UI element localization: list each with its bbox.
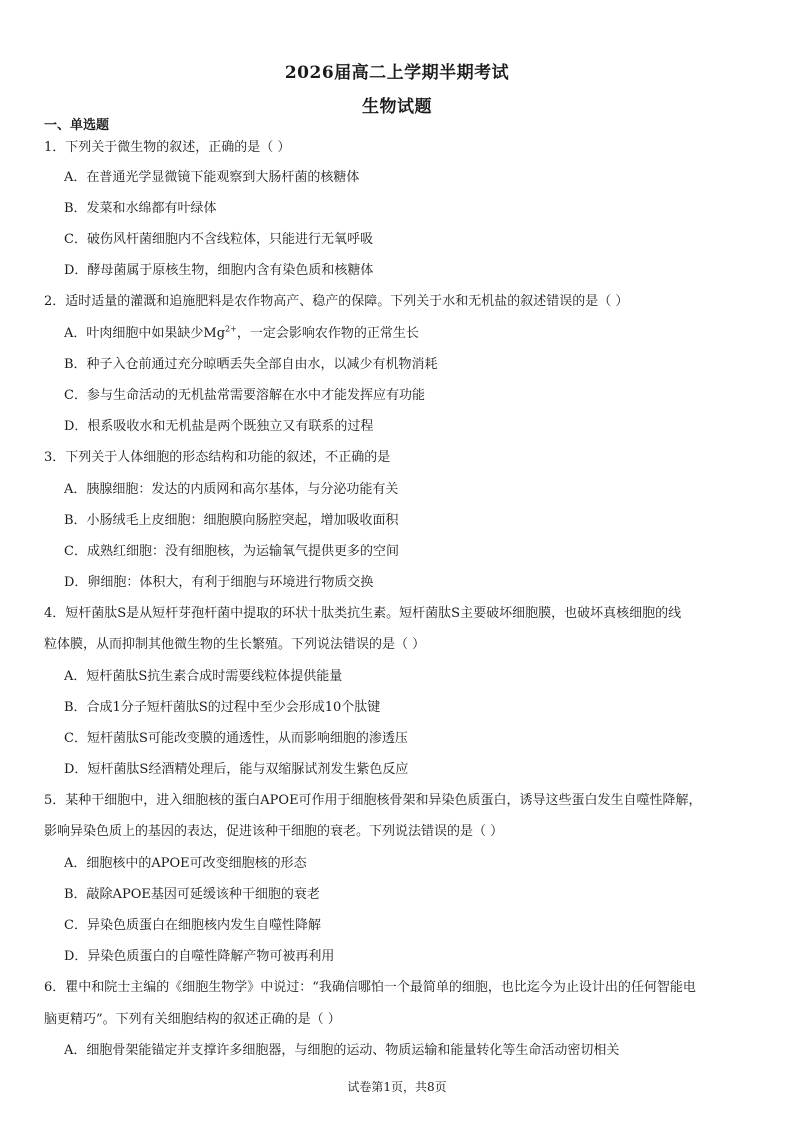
question-2-option-b: B．种子入仓前通过充分晾晒丢失全部自由水，以减少有机物消耗 xyxy=(64,357,438,372)
ion-charge-superscript: 2+ xyxy=(225,324,237,334)
question-1-option-a: A．在普通光学显微镜下能观察到大肠杆菌的核糖体 xyxy=(64,170,360,185)
question-3-option-c: C．成熟红细胞：没有细胞核，为运输氧气提供更多的空间 xyxy=(64,544,399,559)
question-5-stem-line-1: 5．某种干细胞中，进入细胞核的蛋白APOE可作用于细胞核骨架和异染色质蛋白，诱导这些蛋白发生自噬性降解， xyxy=(44,793,702,808)
page-footer: 试卷第1页，共8页 xyxy=(347,1080,447,1094)
question-3-option-a: A．胰腺细胞：发达的内质网和高尔基体，与分泌功能有关 xyxy=(64,482,399,497)
question-4-option-a: A．短杆菌肽S抗生素合成时需要线粒体提供能量 xyxy=(64,669,343,684)
question-2-option-c: C．参与生命活动的无机盐常需要溶解在水中才能发挥应有功能 xyxy=(64,388,425,403)
question-3-option-d: D．卵细胞：体积大，有利于细胞与环境进行物质交换 xyxy=(64,575,374,590)
question-5-stem-line-2: 影响异染色质上的基因的表达，促进该种干细胞的衰老。下列说法错误的是（ ） xyxy=(44,824,504,839)
subject-title: 生物试题 xyxy=(362,97,432,117)
question-2-option-a-text: A．叶肉细胞中如果缺少Mg xyxy=(64,326,226,341)
question-5-option-b: B．敲除APOE基因可延缓该种干细胞的衰老 xyxy=(64,887,320,902)
question-6-stem-line-2: 脑更精巧”。下列有关细胞结构的叙述正确的是（ ） xyxy=(44,1012,341,1027)
question-4-option-d: D．短杆菌肽S经酒精处理后，能与双缩脲试剂发生紫色反应 xyxy=(64,762,409,777)
question-2-stem: 2．适时适量的灌溉和追施肥料是农作物高产、稳产的保障。下列关于水和无机盐的叙述错误的是（ ） xyxy=(44,294,629,309)
question-6-option-a: A．细胞骨架能锚定并支撑许多细胞器，与细胞的运动、物质运输和能量转化等生命活动密切相关 xyxy=(64,1043,620,1058)
question-6-stem-line-1: 6．瞿中和院士主编的《细胞生物学》中说过：“我确信哪怕一个最简单的细胞，也比迄今为止设计出的任何智能电 xyxy=(44,980,696,995)
question-1-option-b: B．发菜和水绵都有叶绿体 xyxy=(64,201,217,216)
question-5-option-d: D．异染色质蛋白的自噬性降解产物可被再利用 xyxy=(64,949,335,964)
question-4-option-b: B．合成1分子短杆菌肽S的过程中至少会形成10个肽键 xyxy=(64,700,381,715)
question-5-option-a: A．细胞核中的APOE可改变细胞核的形态 xyxy=(64,856,307,871)
question-4-stem-line-1: 4．短杆菌肽S是从短杆芽孢杆菌中提取的环状十肽类抗生素。短杆菌肽S主要破坏细胞膜，也破坏真核细胞的线 xyxy=(44,606,682,621)
question-2-option-a xyxy=(64,326,419,342)
question-1-option-c: C．破伤风杆菌细胞内不含线粒体，只能进行无氧呼吸 xyxy=(64,232,373,247)
question-3-stem: 3．下列关于人体细胞的形态结构和功能的叙述，不正确的是 xyxy=(44,450,391,465)
section-heading: 一、单选题 xyxy=(44,118,110,133)
question-3-option-b: B．小肠绒毛上皮细胞：细胞膜向肠腔突起，增加吸收面积 xyxy=(64,513,399,528)
question-2-option-a-tail: ，一定会影响农作物的正常生长 xyxy=(236,326,419,341)
question-4-option-c: C．短杆菌肽S可能改变膜的通透性，从而影响细胞的渗透压 xyxy=(64,731,408,746)
question-1-stem: 1．下列关于微生物的叙述，正确的是（ ） xyxy=(44,140,291,155)
question-1-option-d: D．酵母菌属于原核生物，细胞内含有染色质和核糖体 xyxy=(64,263,374,278)
exam-title: 2026届高二上学期半期考试 xyxy=(284,63,510,83)
question-2-option-d: D．根系吸收水和无机盐是两个既独立又有联系的过程 xyxy=(64,419,374,434)
question-4-stem-line-2: 粒体膜，从而抑制其他微生物的生长繁殖。下列说法错误的是（ ） xyxy=(44,637,426,652)
question-5-option-c: C．异染色质蛋白在细胞核内发生自噬性降解 xyxy=(64,918,321,933)
